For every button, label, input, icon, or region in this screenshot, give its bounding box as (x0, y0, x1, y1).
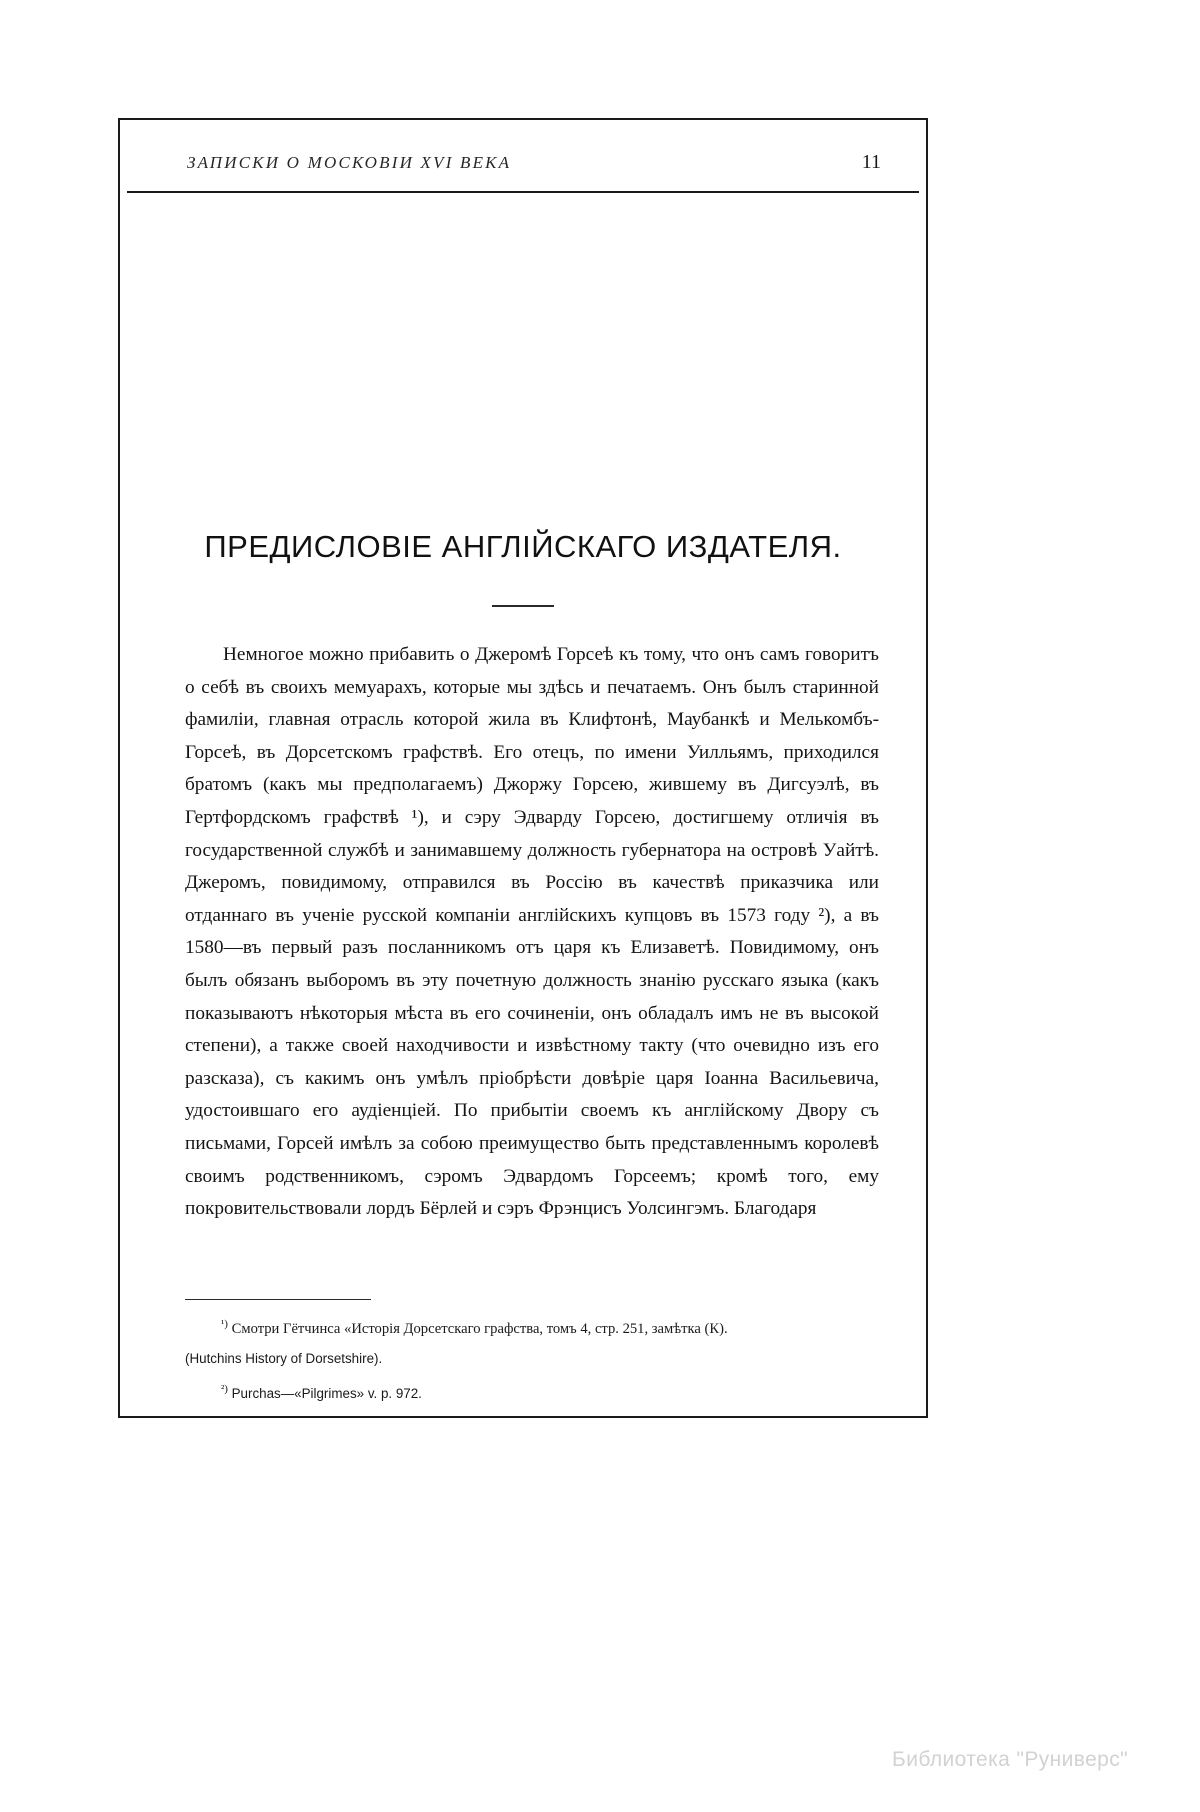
document-page (118, 118, 928, 1418)
footnote-divider (185, 1299, 371, 1300)
footnote-2-text: Purchas—«Pilgrimes» v. p. 972. (231, 1385, 422, 1401)
footnote-1 (185, 1311, 879, 1342)
running-title: ЗАПИСКИ О МОСКОВІИ XVI ВЕКА (187, 153, 512, 172)
footnote-1-text: Смотри Гётчинса «Исторія Дорсетскаго графства, томъ 4, стр. 251, замѣтка (К). (231, 1320, 728, 1337)
body-paragraph: Немногое можно прибавить о Джеромѣ Горсеѣ къ тому, что онъ самъ говоритъ о себѣ въ своихъ мемуарахъ, которые мы здѣсь и печатаемъ. Онъ былъ старинной фамиліи, главная отрасль которой жила въ Клифтонѣ, Маубанкѣ и Мелькомбъ-Горсеѣ, въ Дорсетскомъ графствѣ. Его отецъ, по имени Уилльямъ, приходился братомъ (какъ мы предполагаемъ) Джоржу Горсею, жившему въ Дигсуэлѣ, въ Гертфордскомъ графствѣ ¹), и сэру Эдварду Горсею, достигшему отличія въ государственной службѣ и занимавшему должность губернатора на островѣ Уайтѣ. Джеромъ, повидимому, отправился въ Россію въ качествѣ приказчика или отданнаго въ ученіе русской компаніи англійскихъ купцовъ въ 1573 году ²), а въ 1580—въ первый разъ посланникомъ отъ царя къ Елизаветѣ. Повидимому, онъ былъ обязанъ выборомъ въ эту почетную должность знанію русскаго языка (какъ показываютъ нѣкоторыя мѣста въ его сочиненіи, онъ обладалъ имъ не въ высокой степени), а также своей находчивости и извѣстному такту (что очевидно изъ его разсказа), съ какимъ онъ умѣлъ пріобрѣсти довѣріе царя Іоанна Васильевича, удостоившаго его аудіенціей. По прибытіи своемъ къ англійскому Двору съ письмами, Горсей имѣлъ за собою преимущество быть представленнымъ королевѣ своимъ родственникомъ, сэромъ Эдвардомъ Горсеемъ; кромѣ того, ему покровительствовали лордъ Бёрлей и сэръ Фрэнцисъ Уолсингэмъ. Благодаря (185, 644, 879, 1220)
body-text (185, 639, 879, 1226)
footnote-2 (185, 1376, 879, 1407)
footnotes (185, 1311, 879, 1411)
footnote-1-marker: ¹) (221, 1318, 228, 1330)
page-title: ПРЕДИСЛОВІЕ АНГЛІЙСКАГО ИЗДАТЕЛЯ. (204, 529, 842, 564)
page-number: 11 (861, 151, 881, 173)
footnote-2-marker: ²) (221, 1382, 228, 1395)
footnote-1-continuation (185, 1346, 879, 1372)
title-divider (492, 605, 554, 607)
page-inner (126, 126, 920, 1410)
library-watermark: Библиотека "Руниверс" (892, 1748, 1128, 1771)
running-head (127, 149, 919, 193)
footnote-1-continuation-text: (Hutchins History of Dorsetshire). (185, 1350, 383, 1366)
